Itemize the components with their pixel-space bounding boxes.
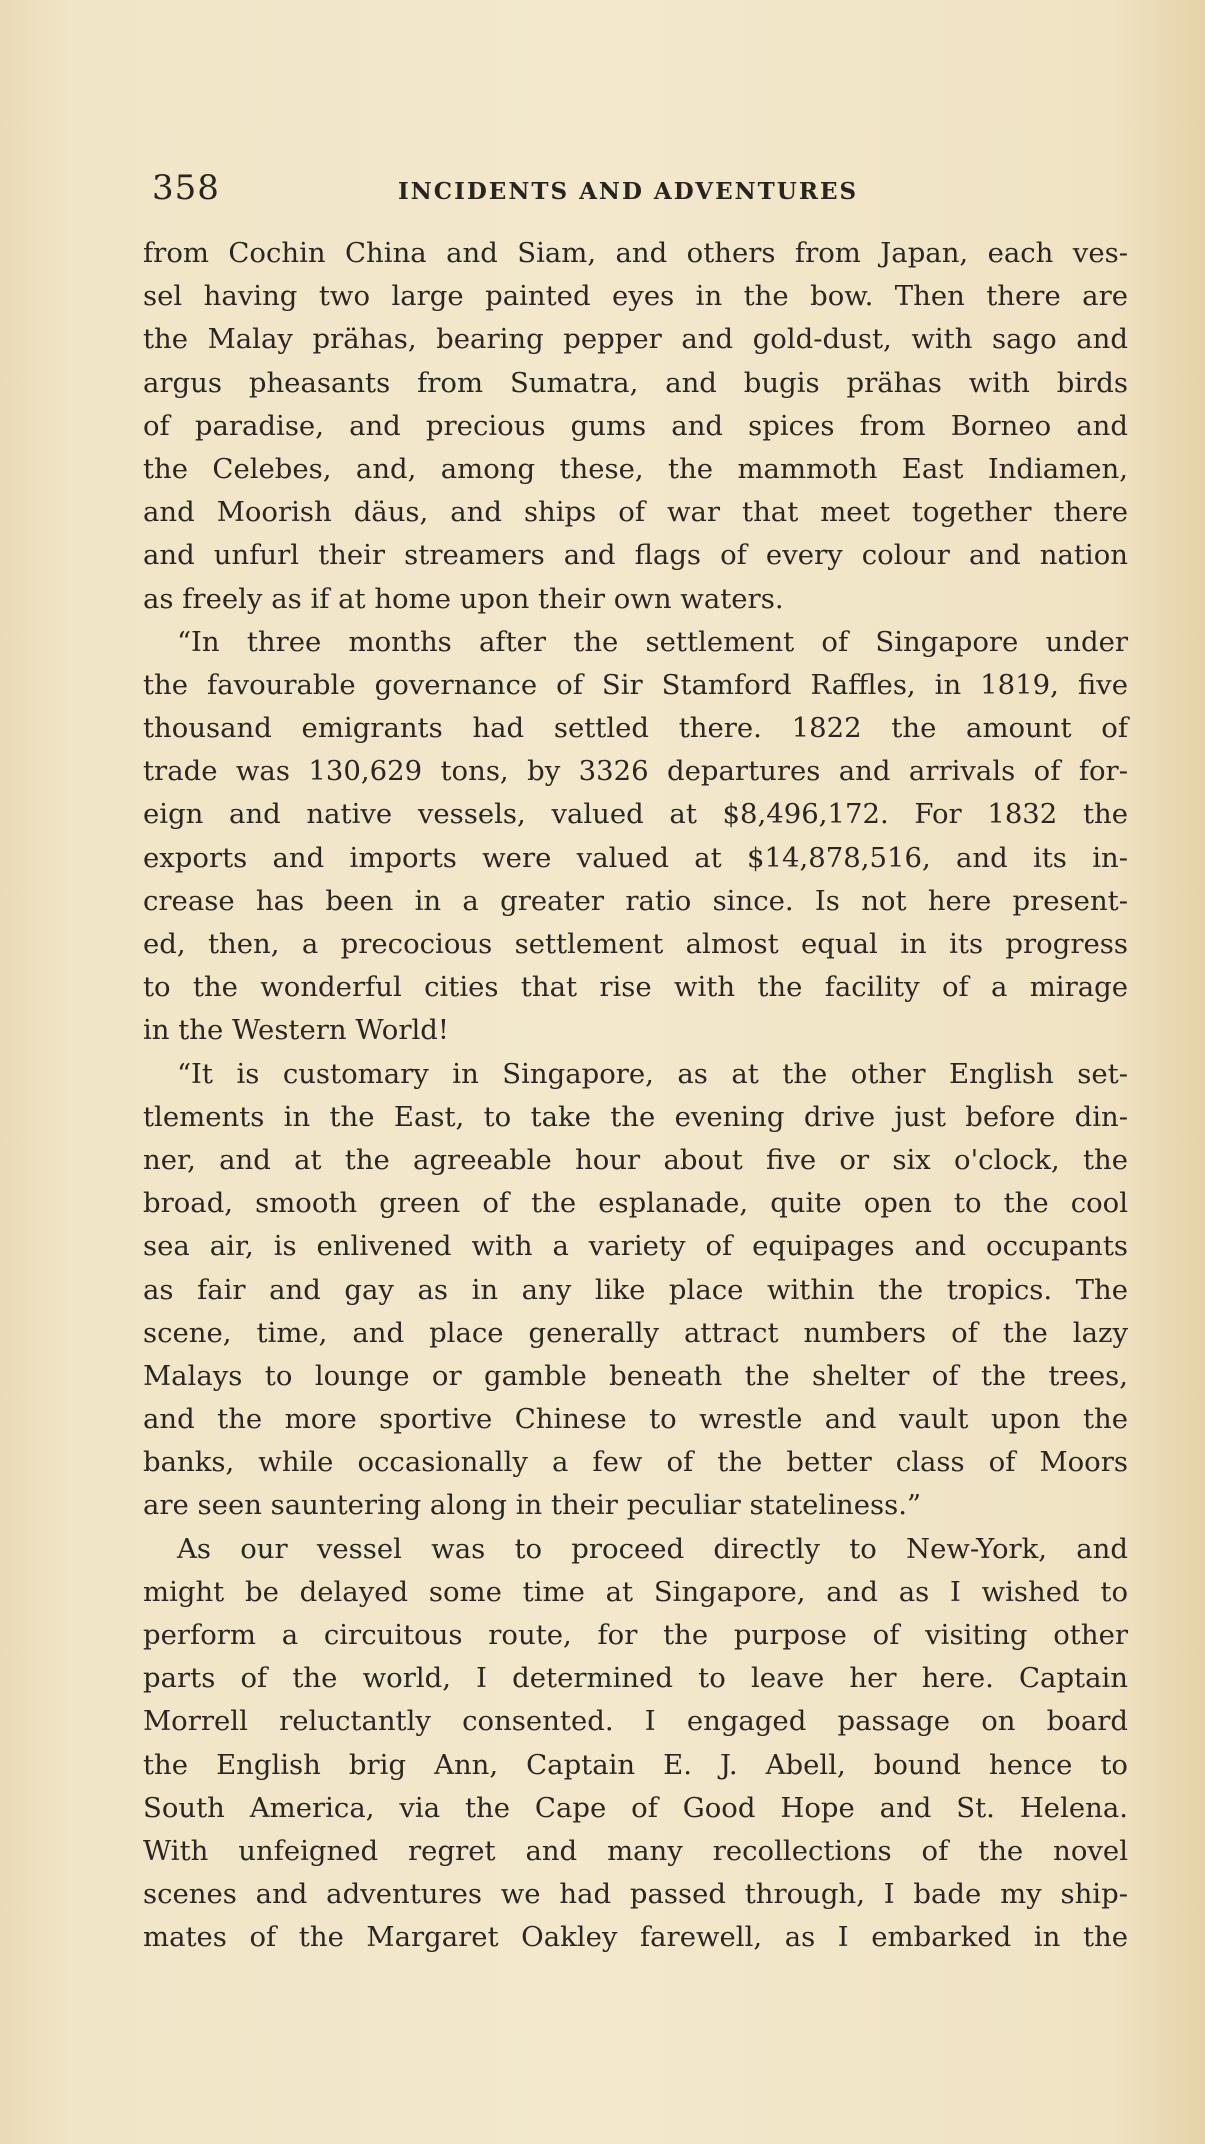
text-line: ed, then, a precocious settlement almost equal in its progress <box>143 928 1128 960</box>
text-line: Morrell reluctantly consented. I engaged passage on board <box>143 1705 1128 1738</box>
text-line: South America, via the Cape of Good Hope and St. Helena. <box>143 1791 1128 1824</box>
text-line: “It is customary in Singapore, as at the other English set- <box>177 1057 1128 1090</box>
text-line: ner, and at the agreeable hour about five or six o'clock, the <box>143 1143 1128 1176</box>
text-line: crease has been in a greater ratio since. Is not here present- <box>143 884 1128 917</box>
text-line: broad, smooth green of the esplanade, quite open to the cool <box>143 1187 1128 1220</box>
text-line: exports and imports were valued at $14,878,516, and its in- <box>143 841 1128 874</box>
text-line: from Cochin China and Siam, and others from Japan, each ves- <box>143 237 1128 269</box>
text-line: and unfurl their streamers and flags of every colour and nation <box>143 539 1128 572</box>
text-line: parts of the world, I determined to leave her here. Captain <box>143 1662 1128 1695</box>
text-line: sea air, is enlivened with a variety of equipages and occupants <box>143 1230 1128 1263</box>
text-line: perform a circuitous route, for the purpose of visiting other <box>143 1619 1128 1651</box>
text-line: scene, time, and place generally attract numbers of the lazy <box>143 1316 1128 1349</box>
text-line: thousand emigrants had settled there. 1822 the amount of <box>143 712 1128 745</box>
text-line: scenes and adventures we had passed through, I bade my ship- <box>143 1878 1128 1911</box>
text-line: As our vessel was to proceed directly to New-York, and <box>177 1532 1128 1565</box>
text-line: as fair and gay as in any like place within the tropics. The <box>143 1273 1128 1306</box>
text-line: sel having two large painted eyes in the bow. Then there are <box>143 280 1128 313</box>
text-line: the Malay prähas, bearing pepper and gold-dust, with sago and <box>143 323 1128 356</box>
text-line: the Celebes, and, among these, the mammoth East Indiamen, <box>143 452 1128 485</box>
text-line: and the more sportive Chinese to wrestle and vault upon the <box>143 1403 1128 1436</box>
text-line: tlements in the East, to take the evening drive just before din- <box>143 1100 1128 1133</box>
text-line: eign and native vessels, valued at $8,496,172. For 1832 the <box>143 798 1128 831</box>
page-number: 358 <box>152 168 220 208</box>
page-header <box>152 168 1052 218</box>
text-line: trade was 130,629 tons, by 3326 departures and arrivals of for- <box>143 755 1128 788</box>
text-line: the English brig Ann, Captain E. J. Abell, bound hence to <box>143 1748 1128 1781</box>
text-line: of paradise, and precious gums and spices from Borneo and <box>143 409 1128 442</box>
text-line: banks, while occasionally a few of the better class of Moors <box>143 1446 1128 1479</box>
text-line: to the wonderful cities that rise with the facility of a mirage <box>143 971 1128 1004</box>
text-line: the favourable governance of Sir Stamford Raffles, in 1819, five <box>143 668 1128 701</box>
running-head: INCIDENTS AND ADVENTURES <box>398 178 859 205</box>
text-line: Malays to lounge or gamble beneath the shelter of the trees, <box>143 1359 1128 1392</box>
text-line: With unfeigned regret and many recollections of the novel <box>143 1834 1128 1867</box>
text-line: “In three months after the settlement of Singapore under <box>177 625 1128 658</box>
text-line: might be delayed some time at Singapore, and as I wished to <box>143 1575 1128 1608</box>
text-line: are seen sauntering along in their peculiar stateliness.” <box>143 1489 922 1522</box>
text-line: as freely as if at home upon their own waters. <box>143 582 784 615</box>
body-text <box>143 232 1128 1960</box>
text-line: mates of the Margaret Oakley farewell, as I embarked in the <box>143 1921 1128 1954</box>
text-line: in the Western World! <box>143 1014 449 1047</box>
text-line: and Moorish däus, and ships of war that meet together there <box>143 496 1128 529</box>
text-line: argus pheasants from Sumatra, and bugis prähas with birds <box>143 366 1128 399</box>
